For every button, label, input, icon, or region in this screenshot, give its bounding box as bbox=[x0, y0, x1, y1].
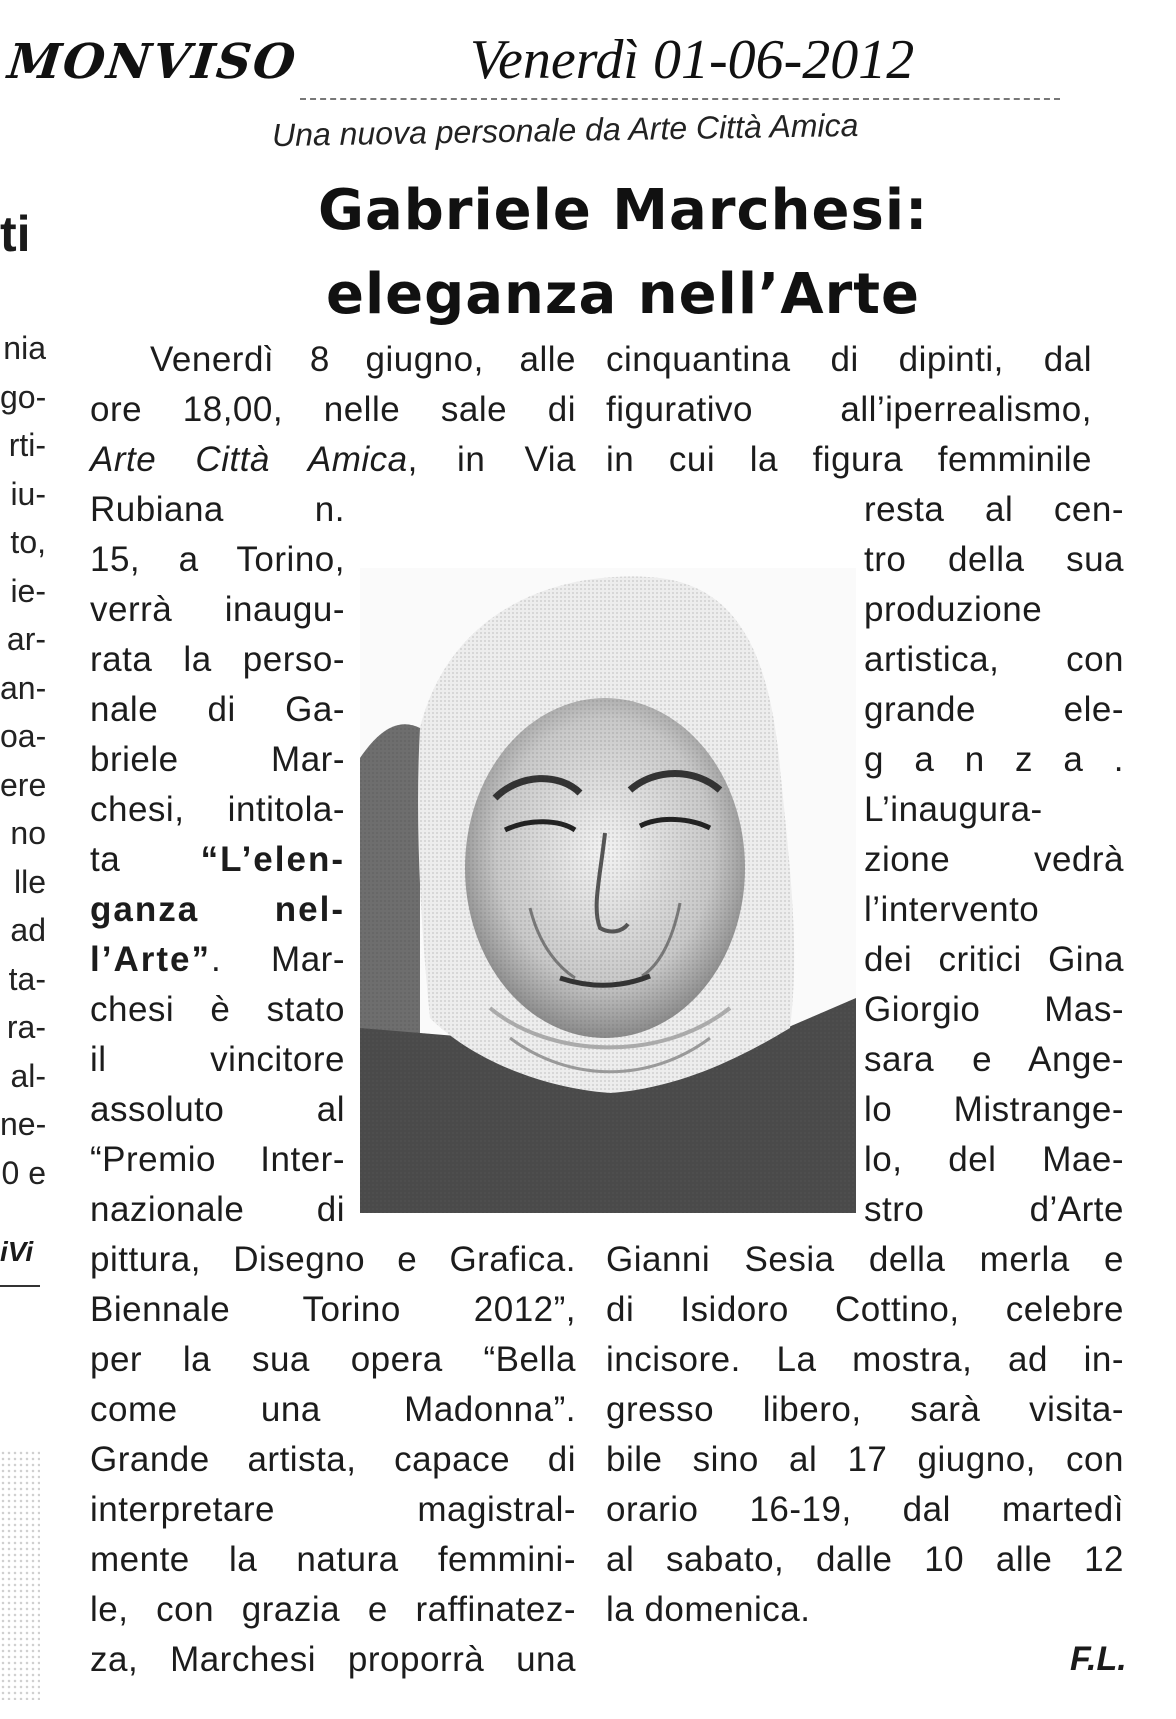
col1-line: Biennale Torino 2012”, bbox=[90, 1290, 576, 1329]
col2-line: Gianni Sesia della merla e bbox=[606, 1240, 1124, 1279]
prev-article-heading-fragment: ti bbox=[0, 206, 31, 262]
prev-line: ta- bbox=[8, 960, 46, 997]
col1-line: rata la perso- bbox=[90, 640, 345, 679]
col1-line: assoluto al bbox=[90, 1090, 345, 1129]
prev-line: ar- bbox=[6, 621, 46, 657]
prev-line: ad bbox=[10, 912, 46, 948]
newspaper-masthead: MONVISO bbox=[5, 34, 300, 90]
col2-line: L’inaugura- bbox=[864, 790, 1043, 829]
col2-line: artistica, con bbox=[864, 640, 1124, 679]
issue-date: Venerdì 01-06-2012 bbox=[470, 29, 915, 91]
col1-line: come una Madonna”. bbox=[90, 1390, 576, 1429]
col1-line: ore 18,00, nelle sale di bbox=[90, 390, 576, 429]
col2-line: incisore. La mostra, ad in- bbox=[606, 1340, 1124, 1379]
prev-line: lle bbox=[13, 863, 46, 900]
col2-line: sara e Ange- bbox=[864, 1040, 1124, 1079]
prev-article-signature-fragment: iVi bbox=[0, 1236, 34, 1267]
prev-photo-fragment bbox=[0, 1450, 40, 1700]
col1-line: 15, a Torino, bbox=[90, 540, 345, 579]
col2-line: Giorgio Mas- bbox=[864, 990, 1124, 1029]
prev-line: ere bbox=[0, 766, 46, 803]
col1-line bbox=[90, 840, 345, 880]
portrait-illustration bbox=[360, 568, 856, 1213]
col1-line: nale di Ga- bbox=[90, 690, 345, 729]
col1-line: chesi, intitola- bbox=[90, 790, 345, 829]
prev-article-text-fragment bbox=[0, 324, 46, 1197]
headline-line-2: eleganza nell’Arte bbox=[326, 262, 920, 327]
col1-line bbox=[90, 940, 345, 980]
col1-line-prefix: ta bbox=[90, 840, 201, 879]
col1-line: il vincitore bbox=[90, 1040, 345, 1079]
col2-line: figurativo all’iperrealismo, bbox=[606, 390, 1092, 429]
prev-line: an- bbox=[0, 669, 46, 706]
prev-line: to, bbox=[10, 524, 46, 560]
col1-line: le, con grazia e raffinatez- bbox=[90, 1590, 576, 1629]
prev-line: iu- bbox=[10, 475, 46, 512]
col1-line bbox=[90, 440, 576, 480]
col1-line: briele Mar- bbox=[90, 740, 345, 779]
col2-line: tro della sua bbox=[864, 540, 1124, 579]
exhibition-title: “L’elen- bbox=[200, 840, 345, 879]
col1-line: Venerdì 8 giugno, alle bbox=[150, 340, 576, 379]
col2-line: lo, del Mae- bbox=[864, 1140, 1124, 1179]
col1-line: per la sua opera “Bella bbox=[90, 1340, 576, 1379]
col2-line: di Isidoro Cottino, celebre bbox=[606, 1290, 1124, 1329]
col2-line: resta al cen- bbox=[864, 490, 1124, 529]
prev-line: 0 e bbox=[1, 1154, 46, 1191]
col1-line: Grande artista, capace di bbox=[90, 1440, 576, 1479]
col1-line: interpretare magistral- bbox=[90, 1490, 576, 1529]
col2-line: l’intervento bbox=[864, 890, 1040, 929]
prev-article-rule bbox=[0, 1285, 40, 1287]
col2-line: g a n z a . bbox=[864, 740, 1124, 779]
col2-line: al sabato, dalle 10 alle 12 bbox=[606, 1540, 1124, 1579]
gallery-name: Arte Città Amica bbox=[90, 440, 408, 479]
prev-line: nia bbox=[3, 330, 46, 366]
col1-line: nazionale di bbox=[90, 1190, 345, 1229]
col2-line: stro d’Arte bbox=[864, 1190, 1124, 1229]
col2-line: bile sino al 17 giugno, con bbox=[606, 1440, 1124, 1479]
exhibition-title: ganza nel- bbox=[90, 890, 345, 929]
article-kicker: Una nuova personale da Arte Città Amica bbox=[271, 106, 859, 154]
col1-line: pittura, Disegno e Grafica. bbox=[90, 1240, 576, 1279]
prev-line: rti- bbox=[8, 427, 46, 463]
artist-portrait-photo bbox=[360, 568, 856, 1213]
prev-line: ne- bbox=[0, 1106, 46, 1142]
col1-line: mente la natura femmini- bbox=[90, 1540, 576, 1579]
prev-line: go- bbox=[0, 378, 46, 415]
col1-line: za, Marchesi proporrà una bbox=[90, 1640, 576, 1679]
col1-line: “Premio Inter- bbox=[90, 1140, 345, 1179]
exhibition-title: l’Arte” bbox=[90, 940, 211, 979]
col1-line: verrà inaugu- bbox=[90, 590, 345, 629]
prev-line: ie- bbox=[10, 572, 46, 609]
col1-line-rest: . Mar- bbox=[210, 940, 345, 979]
col1-line: chesi è stato bbox=[90, 990, 345, 1029]
headline-line-1: Gabriele Marchesi: bbox=[318, 178, 929, 243]
col1-line-rest: , in Via bbox=[407, 440, 576, 479]
col2-line: produzione bbox=[864, 590, 1043, 629]
col2-line: lo Mistrange- bbox=[864, 1090, 1124, 1129]
col2-line: la domenica. bbox=[606, 1590, 811, 1629]
col2-line: orario 16-19, dal martedì bbox=[606, 1490, 1124, 1529]
author-signature: F.L. bbox=[1070, 1640, 1127, 1678]
col2-line: grande ele- bbox=[864, 690, 1124, 729]
col1-line: Rubiana n. bbox=[90, 490, 345, 529]
col2-line: cinquantina di dipinti, dal bbox=[606, 340, 1092, 379]
prev-line: al- bbox=[10, 1057, 46, 1094]
col2-line: in cui la figura femminile bbox=[606, 440, 1092, 479]
col2-line: zione vedrà bbox=[864, 840, 1124, 879]
prev-line: oa- bbox=[0, 718, 46, 754]
col2-line: gresso libero, sarà visita- bbox=[606, 1390, 1124, 1429]
col2-line: dei critici Gina bbox=[864, 940, 1124, 979]
header-dashed-rule bbox=[300, 98, 1060, 100]
prev-line: no bbox=[10, 815, 46, 851]
prev-line: ra- bbox=[6, 1009, 46, 1045]
